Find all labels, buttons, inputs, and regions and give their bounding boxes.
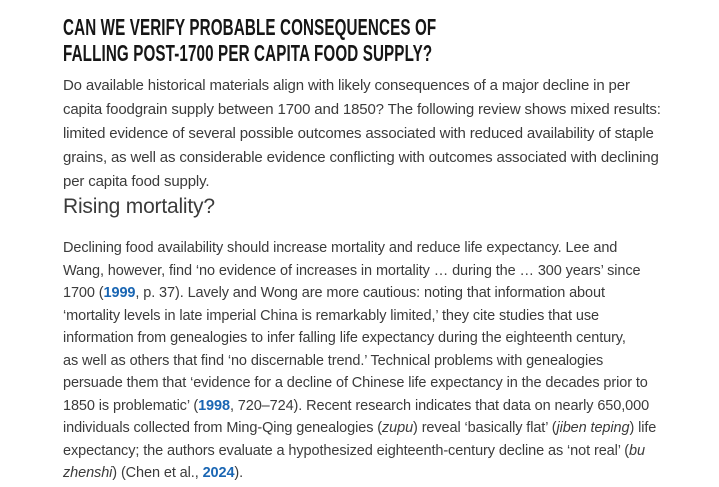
text-line: capita foodgrain supply between 1700 and 1850? The following review shows mixed results: <box>63 101 661 119</box>
text-line <box>63 462 678 485</box>
body-text: 1700 ( <box>63 285 104 302</box>
text-line: per capita food supply. <box>63 173 210 191</box>
text-line: Do available historical materials align with likely consequences of a major decline in per <box>63 77 630 94</box>
text-line <box>63 260 678 283</box>
body-text: persuade them that ‘evidence for a decline of Chinese life expectancy in the decades prior to <box>63 375 648 392</box>
body-text: information from genealogies to infer falling life expectancy during the eighteenth century, <box>63 330 626 347</box>
article-content <box>63 14 678 485</box>
mortality-paragraph <box>63 237 678 485</box>
section-heading-rising-mortality: Rising mortality? <box>63 195 215 219</box>
text-line <box>63 282 678 305</box>
body-text: ‘mortality levels in late imperial China is remarkably limited,’ they cite studies that use <box>63 307 599 324</box>
article-page <box>0 14 719 487</box>
body-text: , 720–724). Recent research indicates that data on nearly 650,000 <box>229 397 650 414</box>
body-text: Wang, however, find ‘no evidence of increases in mortality … during the … 300 years’ since <box>63 262 641 279</box>
italic-term: zhenshi <box>63 465 113 482</box>
article-title-lines <box>63 14 677 66</box>
text-line: FALLING POST-1700 PER CAPITA FOOD SUPPLY? <box>63 40 433 66</box>
article-title <box>63 14 678 66</box>
italic-term: zupu <box>382 420 414 437</box>
text-line: limited evidence of several possible outcomes associated with reduced availability of staple <box>63 125 654 143</box>
text-line <box>63 327 678 350</box>
text-line <box>63 417 678 440</box>
citation-link-2024[interactable]: 2024 <box>202 465 235 482</box>
body-text: as well as others that find ‘no discernable trend.’ Technical problems with genealogies <box>63 352 604 369</box>
text-line <box>63 305 678 328</box>
text-line: grains, as well as considerable evidence conflicting with outcomes associated with declining <box>63 149 659 167</box>
italic-term: bu <box>629 442 645 459</box>
body-text: ) reveal ‘basically flat’ ( <box>413 420 557 437</box>
body-text: individuals collected from Ming-Qing genealogies ( <box>63 420 382 437</box>
body-text: 1850 is problematic’ ( <box>63 397 199 414</box>
italic-term: jiben teping <box>556 420 630 437</box>
body-text: ) life <box>629 420 657 437</box>
text-line <box>63 237 678 260</box>
text-line <box>63 395 678 418</box>
intro-paragraph <box>63 74 678 194</box>
text-line <box>63 350 678 373</box>
body-text: expectancy; the authors evaluate a hypothesized eighteenth-century decline as ‘not real’ ( <box>63 442 629 459</box>
body-text: , p. 37). Lavely and Wong are more cautious: noting that information about <box>135 285 605 302</box>
body-text: ). <box>234 465 244 482</box>
body-text: Declining food availability should increase mortality and reduce life expectancy. Lee and <box>63 240 618 257</box>
citation-link-1999[interactable]: 1999 <box>103 285 136 302</box>
citation-link-1998[interactable]: 1998 <box>198 397 230 414</box>
body-text: ) (Chen et al., <box>112 465 203 482</box>
text-line: CAN WE VERIFY PROBABLE CONSEQUENCES OF <box>63 14 437 40</box>
text-line <box>63 440 678 463</box>
text-line <box>63 372 678 395</box>
